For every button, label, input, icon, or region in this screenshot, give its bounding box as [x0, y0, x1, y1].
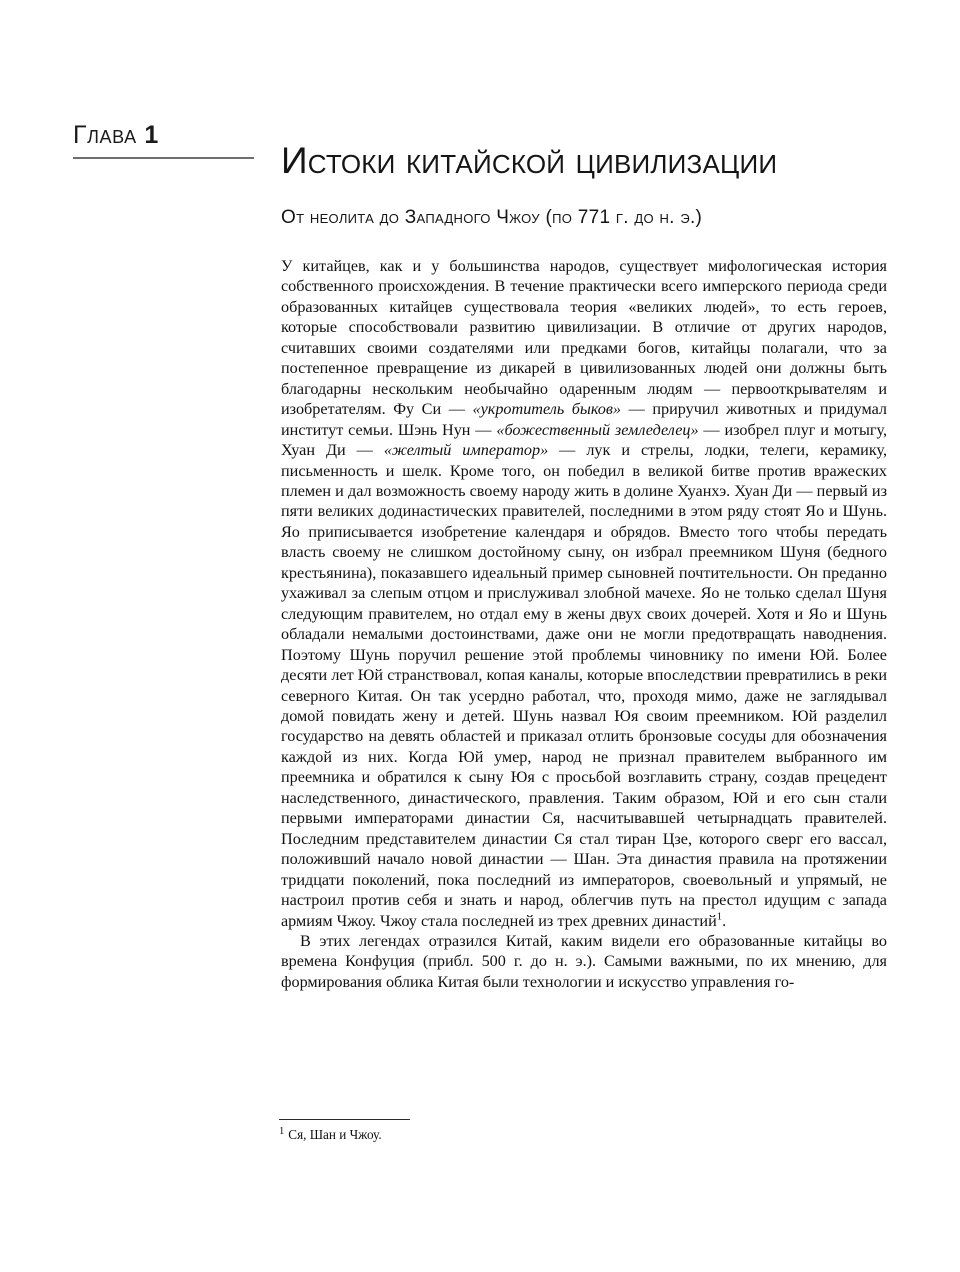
paragraph-1-segment-5: .: [722, 911, 727, 930]
italic-phrase-divine-farmer: «божественный земледелец»: [496, 420, 699, 439]
paragraph-1-segment-4: — лук и стрелы, лодки, телеги, керамику, письменность и шелк. Кроме того, он победил в великой битве против вражеских племен и дал возможность своему народу жить в долине Хуанхэ. Хуан Ди — первый из пяти великих додинастических правителей, последними в этом ряду стоят Яо и Шунь. Яо приписывается изобретение календаря и обрядов. Вместо того чтобы передать власть своему не слишком достойному сыну, он избрал преемником Шуня (бедного крестьянина), показавшего идеальный пример сыновней почтительности. Он преданно ухаживал за слепым отцом и прислуживал злобной мачехе. Яо не только сделал Шуня следующим правителем, но отдал ему в жены двух своих дочерей. Хотя и Яо и Шунь обладали немалыми достоинствами, даже они не могли предотвращать наводнения. Поэтому Шунь поручил решение этой проблемы чиновнику по имени Юй. Более десяти лет Юй странствовал, копая каналы, которые впоследствии превратились в реки северного Китая. Он так усердно работал, что, проходя мимо, даже не заглядывал домой повидать жену и детей. Шунь назвал Юя своим преемником. Юй разделил государство на девять областей и приказал отлить бронзовые сосуды для обозначения каждой из них. Когда Юй умер, народ не признал правителем выбранного им преемника и обратился к сыну Юя с просьбой возглавить страну, создав прецедент наследственного, династического, правления. Таким образом, Юй и его сын стали первыми императорами династии Ся, насчитывавшей четырнадцать правителей. Последним представителем династии Ся стал тиран Цзе, которого сверг его вассал, положивший начало новой династии — Шан. Эта династия правила на протяжении тридцати поколений, пока последний из императоров, своевольный и упрямый, не настроил против себя и знать и народ, облегчив путь на престол идущим с запада армиям Чжоу. Чжоу стала последней из трех древних династий: [281, 441, 888, 930]
body-text-column: [281, 256, 887, 992]
body-paragraph-1: [281, 256, 887, 931]
footnote-body-text: Ся, Шан и Чжоу.: [288, 1127, 382, 1143]
italic-phrase-tamer-of-bulls: «укротитель быков»: [472, 400, 622, 419]
footnote-entry: [279, 1120, 679, 1143]
footnote-reference-marker[interactable]: 1: [716, 910, 723, 923]
chapter-label: [73, 122, 255, 150]
paragraph-1-segment-1: У китайцев, как и у большинства народов, существует мифологическая история собственного происхождения. В течение практически всего имперского периода среди образованных китайцев существовала теория «великих людей», то есть героев, которые способствовали развитию цивилизации. В отличие от других народов, считавших своими создателями или предками богов, китайцы полагали, что за постепенное превращение из дикарей в цивилизованных людей они должны быть благодарны нескольким необычайно одаренным людям — первооткрывателям и изобретателям. Фу Си —: [281, 257, 887, 419]
chapter-label-number: 1: [144, 121, 159, 149]
chapter-rule-divider: [73, 157, 254, 159]
paragraph-1-segment-2: — приручил животных и придумал институт семьи. Шэнь Нун —: [281, 400, 888, 439]
footnote-block: [279, 1119, 679, 1143]
footnote-number: 1: [279, 1126, 285, 1137]
chapter-label-word: Глава: [73, 121, 137, 149]
page-subtitle: От неолита до Западного Чжоу (по 771 г. до н. э.): [281, 207, 703, 229]
chapter-label-block: [73, 122, 255, 159]
body-paragraph-2: В этих легендах отразился Китай, каким видели его образованные китайцы во времена Конфуция (прибл. 500 г. до н. э.). Самыми важными, по их мнению, для формирования облика Китая были технологии и искусство управления го-: [281, 931, 887, 991]
title-block: [281, 114, 889, 246]
page-title: Истоки китайской цивилизации: [281, 139, 778, 181]
italic-phrase-yellow-emperor: «желтый император»: [383, 441, 549, 460]
paragraph-1-segment-3: — изобрел плуг и мотыгу, Хуан Ди —: [281, 420, 887, 460]
